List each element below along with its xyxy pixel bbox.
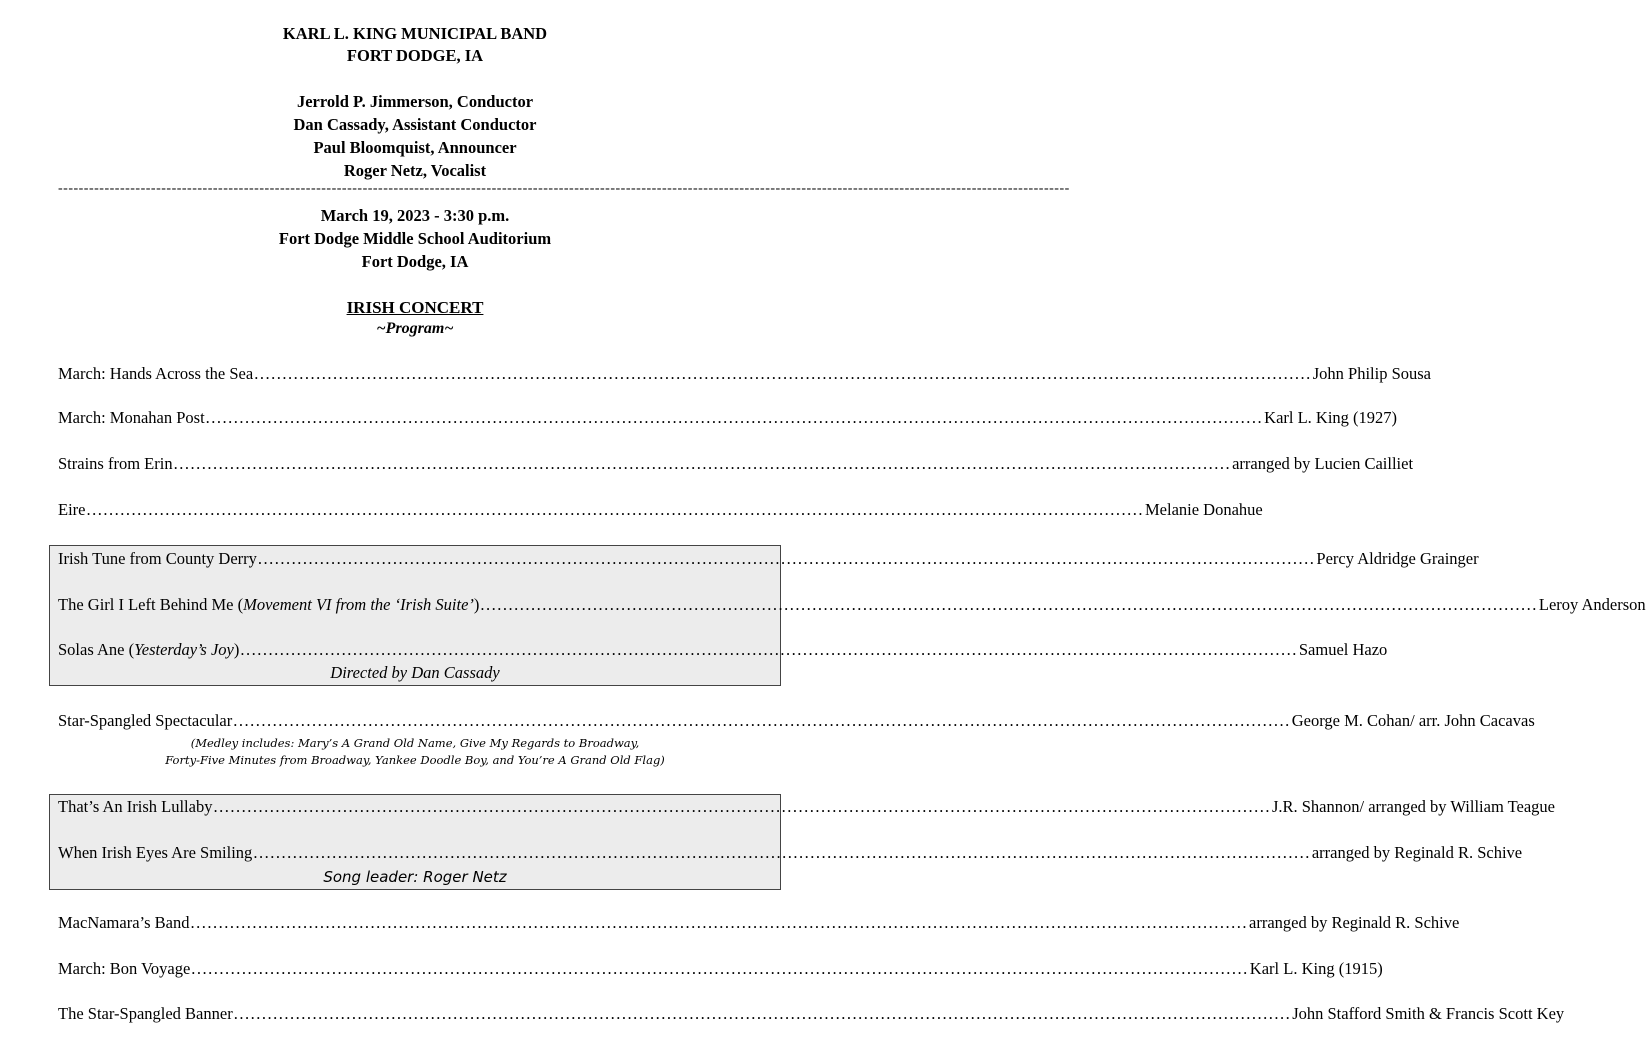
medley-note-line-2: Forty-Five Minutes from Broadway, Yankee Doodle Boy, and You’re A Grand Old Flag) xyxy=(165,753,665,767)
piece-title: Star-Spangled Spectacular xyxy=(58,711,233,730)
leader-dots: ............................................................................................................................................................................................ xyxy=(480,595,1538,614)
program-item xyxy=(58,711,1535,733)
leader-dots: ............................................................................................................................................................................................ xyxy=(190,913,1248,932)
program-item xyxy=(58,1004,1565,1026)
piece-composer: Karl L. King (1915) xyxy=(1249,959,1383,978)
piece-composer: Leroy Anderson xyxy=(1538,595,1646,614)
piece-composer: arranged by Lucien Cailliet xyxy=(1232,454,1414,473)
leader-dots: ............................................................................................................................................................................................ xyxy=(86,500,1144,519)
event-location: Fort Dodge, IA xyxy=(361,252,469,271)
program-item xyxy=(58,408,1398,430)
staff-announcer: Paul Bloomquist, Announcer xyxy=(313,138,517,157)
piece-title: The Girl I Left Behind Me (Movement VI from the ‘Irish Suite’) xyxy=(58,595,480,614)
program-item xyxy=(58,913,1460,935)
staff-vocalist: Roger Netz, Vocalist xyxy=(343,161,487,180)
piece-composer: arranged by Reginald R. Schive xyxy=(1311,843,1523,862)
piece-title: The Star-Spangled Banner xyxy=(58,1004,233,1023)
program-item xyxy=(58,500,1263,522)
piece-title: Irish Tune from County Derry xyxy=(58,549,257,568)
medley-note-line-1: (Medley includes: Mary’s A Grand Old Name, Give My Regards to Broadway, xyxy=(190,736,640,750)
song-leader-note: Song leader: Roger Netz xyxy=(323,868,507,886)
piece-composer: arranged by Reginald R. Schive xyxy=(1249,913,1460,932)
concert-title: IRISH CONCERT xyxy=(346,298,484,317)
event-date-time: March 19, 2023 - 3:30 p.m. xyxy=(320,206,510,225)
piece-title: Solas Ane (Yesterday’s Joy) xyxy=(58,640,240,659)
program-item xyxy=(58,959,1383,981)
divider-line: ---------------------------------------------------------------------------------------------------------------------------------------------------------------------------------------------------- xyxy=(58,181,1070,196)
leader-dots: ............................................................................................................................................................................................ xyxy=(240,640,1298,659)
leader-dots: ............................................................................................................................................................................................ xyxy=(213,797,1271,816)
piece-composer: Percy Aldridge Grainger xyxy=(1316,549,1479,568)
leader-dots: ............................................................................................................................................................................................ xyxy=(253,843,1311,862)
piece-title: March: Bon Voyage xyxy=(58,959,191,978)
piece-title: March: Monahan Post xyxy=(58,408,205,427)
piece-title: Eire xyxy=(58,500,86,519)
band-city: FORT DODGE, IA xyxy=(346,46,484,65)
event-venue: Fort Dodge Middle School Auditorium xyxy=(278,229,552,248)
program-item xyxy=(58,364,1431,386)
program-item xyxy=(58,640,1388,662)
piece-composer: Karl L. King (1927) xyxy=(1264,408,1398,427)
piece-title: When Irish Eyes Are Smiling xyxy=(58,843,253,862)
program-item xyxy=(58,797,1556,819)
piece-composer: Melanie Donahue xyxy=(1144,500,1263,519)
leader-dots: ............................................................................................................................................................................................ xyxy=(191,959,1249,978)
leader-dots: ............................................................................................................................................................................................ xyxy=(205,408,1264,427)
band-name: KARL L. KING MUNICIPAL BAND xyxy=(282,24,548,43)
piece-composer: George M. Cohan/ arr. John Cacavas xyxy=(1291,711,1535,730)
program-item xyxy=(58,843,1523,865)
piece-title: MacNamara’s Band xyxy=(58,913,190,932)
leader-dots: ............................................................................................................................................................................................ xyxy=(173,454,1232,473)
leader-dots: ............................................................................................................................................................................................ xyxy=(254,364,1312,383)
program-item xyxy=(58,595,1646,617)
piece-composer: John Stafford Smith & Francis Scott Key xyxy=(1292,1004,1565,1023)
program-item xyxy=(58,454,1414,476)
leader-dots: ............................................................................................................................................................................................ xyxy=(233,711,1291,730)
piece-composer: Samuel Hazo xyxy=(1298,640,1388,659)
staff-conductor: Jerrold P. Jimmerson, Conductor xyxy=(296,92,534,111)
directed-by-note: Directed by Dan Cassady xyxy=(330,663,500,682)
leader-dots: ............................................................................................................................................................................................ xyxy=(257,549,1316,568)
piece-title: March: Hands Across the Sea xyxy=(58,364,254,383)
staff-assistant-conductor: Dan Cassady, Assistant Conductor xyxy=(293,115,537,134)
program-item xyxy=(58,549,1479,571)
piece-composer: John Philip Sousa xyxy=(1312,364,1431,383)
concert-subtitle: ~Program~ xyxy=(376,320,454,337)
piece-title: That’s An Irish Lullaby xyxy=(58,797,213,816)
piece-title: Strains from Erin xyxy=(58,454,173,473)
leader-dots: ............................................................................................................................................................................................ xyxy=(233,1004,1292,1023)
piece-composer: J.R. Shannon/ arranged by William Teague xyxy=(1271,797,1556,816)
